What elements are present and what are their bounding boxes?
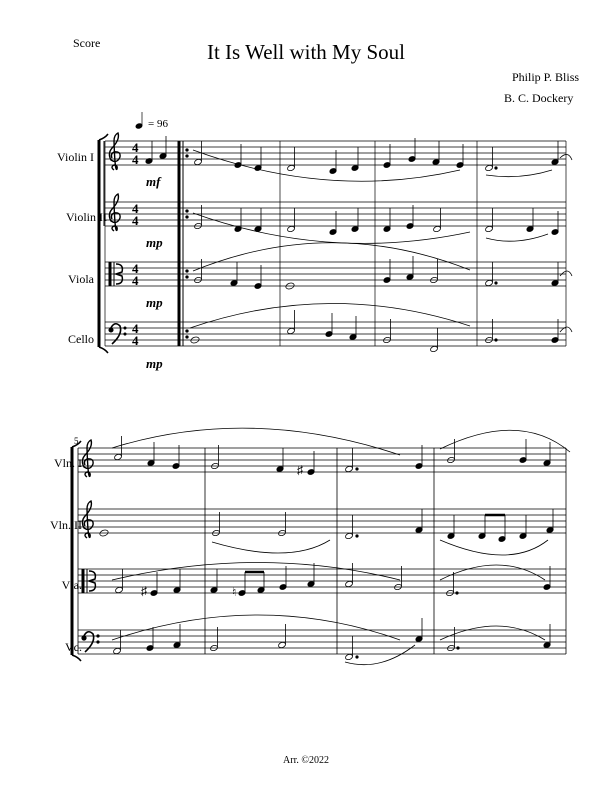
instrument-name-violin-1: Violin I — [57, 150, 94, 164]
svg-text:♯: ♯ — [141, 584, 147, 598]
svg-text:4: 4 — [132, 201, 139, 216]
dynamic-violin-1: mf — [146, 174, 161, 189]
dynamic-violin-2: mp — [146, 235, 163, 250]
svg-text:4: 4 — [132, 273, 139, 288]
svg-text:4: 4 — [132, 152, 139, 167]
tempo-marking: = 96 — [148, 118, 168, 130]
dynamic-viola: mp — [146, 295, 163, 310]
svg-text:4: 4 — [132, 333, 139, 348]
instrument-name-vla: Vla. — [61, 578, 82, 592]
instrument-name-vln-2: Vln. II — [50, 518, 82, 532]
copyright-footer: Arr. ©2022 — [283, 755, 329, 766]
page-title: It Is Well with My Soul — [206, 40, 405, 64]
svg-text:4: 4 — [132, 261, 139, 276]
instrument-name-violin-2: Violin II — [66, 210, 107, 224]
svg-text:4: 4 — [132, 213, 139, 228]
instrument-name-vln-1: Vln. I — [54, 456, 82, 470]
composer-credit: Philip P. Bliss — [512, 70, 580, 84]
instrument-name-vc: Vc. — [65, 640, 82, 654]
svg-text:♯: ♯ — [297, 463, 303, 477]
dynamic-cello: mp — [146, 356, 163, 371]
svg-text:4: 4 — [132, 321, 139, 336]
svg-text:4: 4 — [132, 140, 139, 155]
arranger-credit: B. C. Dockery — [504, 91, 574, 105]
measure-number: 5 — [74, 436, 79, 446]
score-label: Score — [73, 36, 101, 50]
instrument-name-viola: Viola — [68, 272, 94, 286]
instrument-name-cello: Cello — [68, 332, 94, 346]
svg-text:♮: ♮ — [232, 585, 237, 599]
